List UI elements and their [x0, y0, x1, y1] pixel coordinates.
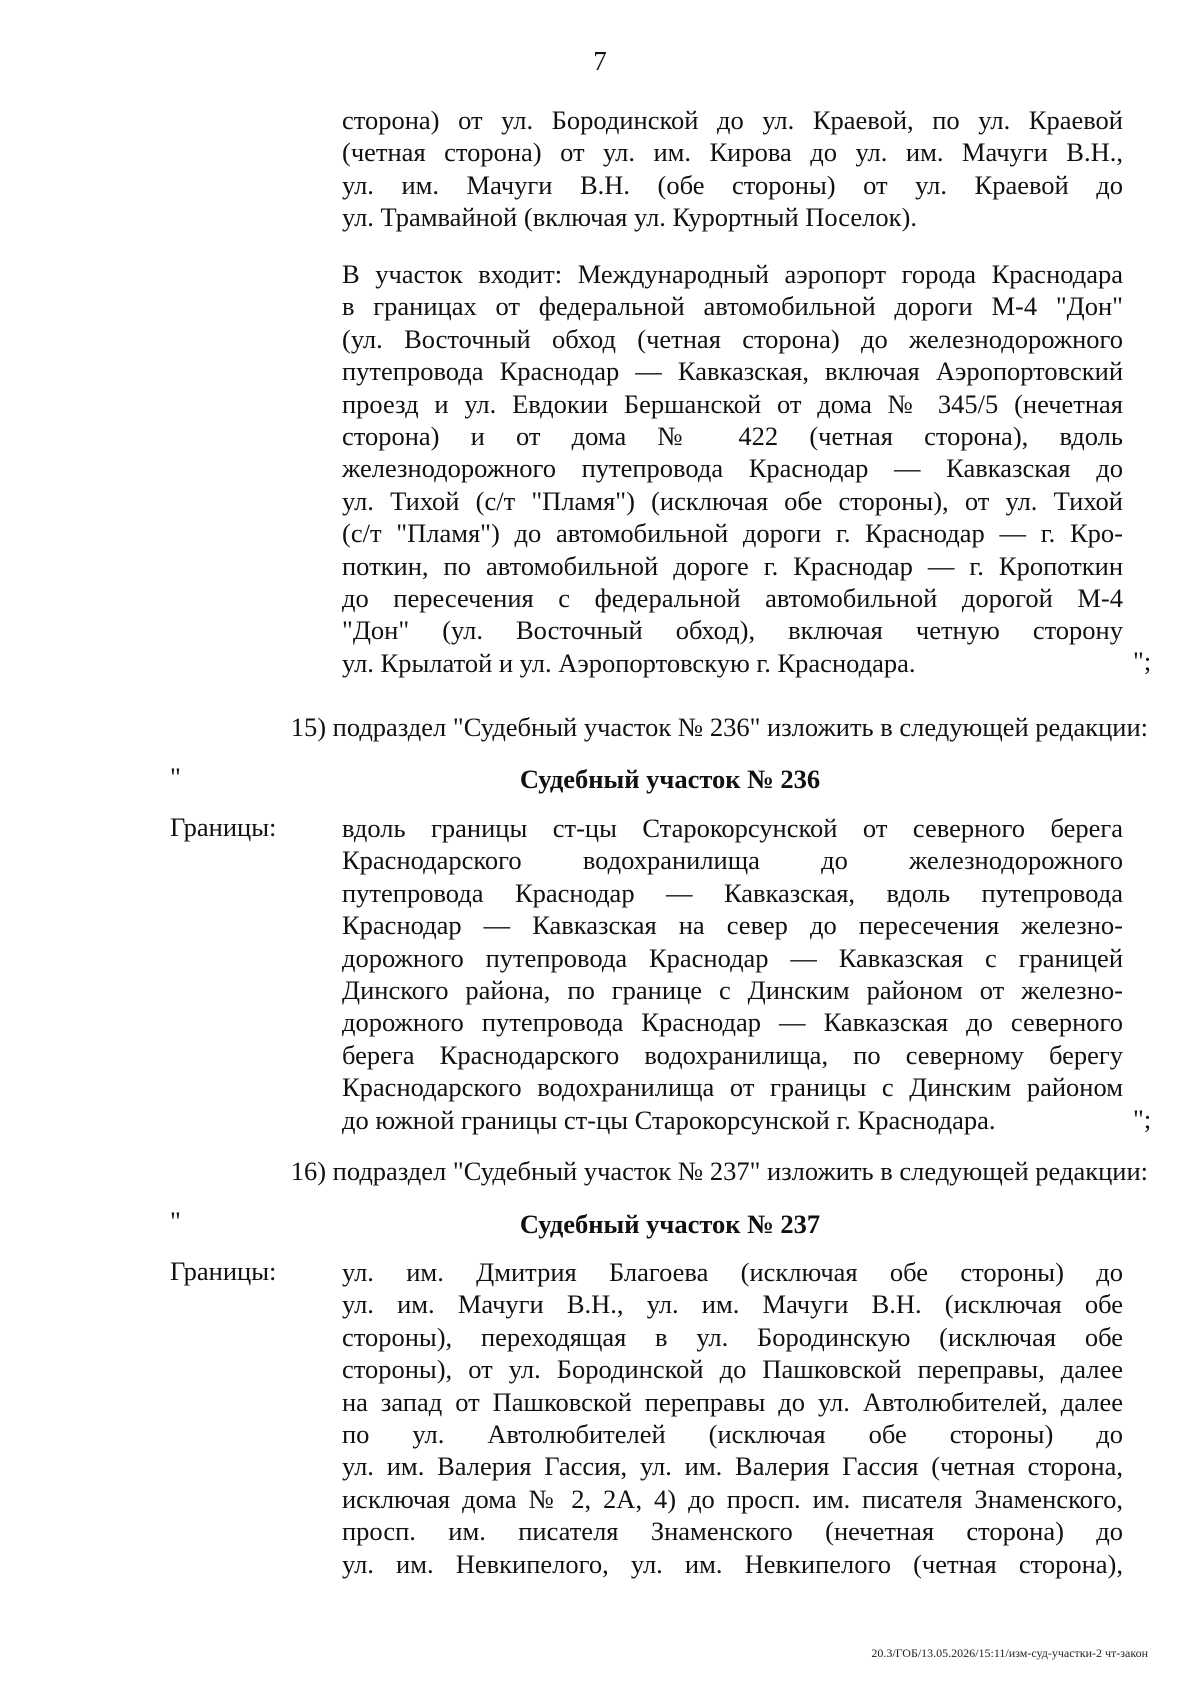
text-line: до пересечения с федеральной автомобильной дорогой М-4: [342, 582, 1123, 613]
text-line: ул. им. Невкипелого, ул. им. Невкипелого (четная сторона),: [342, 1548, 1123, 1579]
text-line: (четная сторона) от ул. им. Кирова до ул. им. Мачуги В.Н.,: [342, 137, 1123, 168]
intro-paragraph: [342, 104, 1123, 234]
airport-paragraph: [342, 258, 1123, 679]
text-line: сторона) и от дома № 422 (четная сторона), вдоль: [342, 420, 1123, 451]
text-line: ул. Тихой (с/т "Пламя") (исключая обе стороны), от ул. Тихой: [342, 485, 1123, 516]
text-line: просп. им. писателя Знаменского (нечетная сторона) до: [342, 1516, 1123, 1547]
text-line: ул. Крылатой и ул. Аэропортовскую г. Краснодара.: [342, 647, 916, 678]
amendment-item-15: 15) подраздел "Судебный участок № 236" изложить в следующей редакции:: [290, 712, 1148, 742]
text-line: до южной границы ст-цы Старокорсунской г. Краснодара.: [342, 1104, 996, 1135]
amendment-item-16: 16) подраздел "Судебный участок № 237" изложить в следующей редакции:: [290, 1156, 1148, 1186]
text-line: исключая дома № 2, 2А, 4) до просп. им. писателя Знаменского,: [342, 1483, 1123, 1514]
text-line: железнодорожного путепровода Краснодар — Кавказская до: [342, 453, 1123, 484]
closing-quote: ";: [1133, 646, 1152, 676]
text-line: ул. им. Валерия Гассия, ул. им. Валерия Гассия (четная сторона,: [342, 1451, 1123, 1482]
text-line: стороны), от ул. Бородинской до Пашковской переправы, далее: [342, 1354, 1123, 1385]
text-line: дорожного путепровода Краснодар — Кавказская до северного: [342, 1007, 1123, 1038]
text-line: поткин, по автомобильной дороге г. Краснодар — г. Кропоткин: [342, 550, 1123, 581]
text-line: берега Краснодарского водохранилища, по северному берегу: [342, 1039, 1123, 1070]
boundaries-label: Границы:: [170, 812, 277, 842]
footer-document-code: 20.3/ГОБ/13.05.2026/15:11/изм-суд-участки-2 чт-закон: [871, 1646, 1148, 1660]
text-line: (ул. Восточный обход (четная сторона) до железнодорожного: [342, 323, 1123, 354]
section-heading-237: Судебный участок № 237: [519, 1209, 821, 1239]
text-line: в границах от федеральной автомобильной дороги М-4 "Дон": [342, 291, 1123, 322]
opening-quote: ": [170, 1206, 181, 1236]
text-line: сторона) от ул. Бородинской до ул. Краевой, по ул. Краевой: [342, 105, 1123, 135]
text-line: ул. Трамвайной (включая ул. Курортный Поселок).: [342, 202, 917, 233]
text-line: ул. им. Мачуги В.Н., ул. им. Мачуги В.Н. (исключая обе: [342, 1289, 1123, 1320]
text-line: В участок входит: Международный аэропорт города Краснодара: [342, 259, 1123, 289]
section-236-text: [342, 812, 1123, 1136]
text-line: на запад от Пашковской переправы до ул. Автолюбителей, далее: [342, 1386, 1123, 1417]
text-line: Динского района, по границе с Динским районом от железно-: [342, 974, 1123, 1005]
page-number: 7: [593, 46, 607, 76]
text-line: вдоль границы ст-цы Старокорсунской от северного берега: [342, 813, 1123, 843]
text-line: (с/т "Пламя") до автомобильной дороги г. Краснодар — г. Кро-: [342, 518, 1123, 549]
text-line: путепровода Краснодар — Кавказская, включая Аэропортовский: [342, 356, 1123, 387]
text-line: ул. им. Мачуги В.Н. (обе стороны) от ул. Краевой до: [342, 169, 1123, 200]
text-line: "Дон" (ул. Восточный обход), включая четную сторону: [342, 615, 1123, 646]
boundaries-label: Границы:: [170, 1256, 277, 1286]
opening-quote: ": [170, 762, 181, 792]
text-line: Краснодар — Кавказская на север до пересечения железно-: [342, 910, 1123, 941]
section-heading-236: Судебный участок № 236: [519, 764, 821, 794]
text-line: по ул. Автолюбителей (исключая обе стороны) до: [342, 1418, 1123, 1449]
text-line: Краснодарского водохранилища от границы с Динским районом: [342, 1072, 1123, 1103]
text-line: дорожного путепровода Краснодар — Кавказская с границей: [342, 942, 1123, 973]
section-237-text: [342, 1256, 1123, 1580]
closing-quote: ";: [1133, 1104, 1152, 1134]
text-line: путепровода Краснодар — Кавказская, вдоль путепровода: [342, 877, 1123, 908]
text-line: ул. им. Дмитрия Благоева (исключая обе стороны) до: [342, 1257, 1123, 1287]
text-line: стороны), переходящая в ул. Бородинскую (исключая обе: [342, 1321, 1123, 1352]
text-line: Краснодарского водохранилища до железнодорожного: [342, 845, 1123, 876]
text-line: проезд и ул. Евдокии Бершанской от дома № 345/5 (нечетная: [342, 388, 1123, 419]
